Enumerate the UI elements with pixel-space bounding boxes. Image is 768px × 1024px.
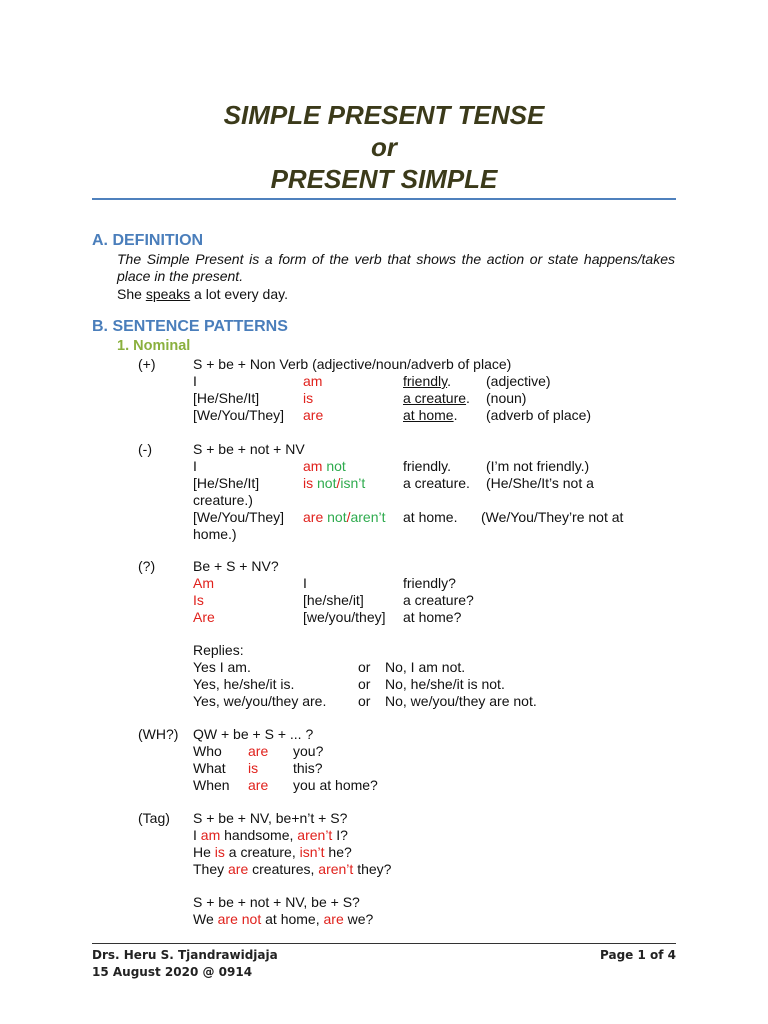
title-line-1: SIMPLE PRESENT TENSE — [223, 100, 545, 130]
neg-row2-note-cont: creature.) — [193, 492, 253, 508]
title-rule — [92, 198, 676, 200]
pos-row2-complement: a creature. — [403, 390, 470, 406]
negative-formula: S + be + not + NV — [193, 441, 305, 457]
q-row1-be: Am — [193, 575, 214, 591]
neg-row1-note: (I’m not friendly.) — [486, 458, 590, 474]
tag-line-3: They are creatures, aren’t they? — [193, 861, 392, 877]
pos-row2-be: is — [303, 390, 314, 406]
tag-formula-2: S + be + not + NV, be + S? — [193, 894, 360, 910]
neg-row3-subject: [We/You/They] — [193, 509, 285, 525]
footer-rule — [92, 943, 676, 944]
reply1-no: No, I am not. — [385, 659, 466, 675]
reply3-no: No, we/you/they are not. — [385, 693, 537, 709]
wh-row2-rest: this? — [293, 760, 323, 776]
pos-row3-note: (adverb of place) — [486, 407, 592, 423]
q-row3-subject: [we/you/they] — [303, 609, 386, 625]
pos-row1-subject: I — [193, 373, 197, 389]
q-row1-complement: friendly? — [403, 575, 456, 591]
pos-row1-complement: friendly. — [403, 373, 451, 389]
reply1-yes: Yes I am. — [193, 659, 251, 675]
question-formula: Be + S + NV? — [193, 558, 279, 574]
neg-row2-be: is not/isn’t — [303, 475, 366, 491]
negative-tag: (-) — [138, 441, 152, 457]
q-row2-complement: a creature? — [403, 592, 474, 608]
neg-row2-note: (He/She/It’s not a — [486, 475, 594, 491]
neg-row2-complement: a creature. — [403, 475, 470, 491]
section-a-heading: A. DEFINITION — [92, 232, 204, 249]
q-row2-be: Is — [193, 592, 204, 608]
pos-row2-subject: [He/She/It] — [193, 390, 260, 406]
pos-row3-subject: [We/You/They] — [193, 407, 285, 423]
reply3-or: or — [358, 693, 371, 709]
pos-row1-be: am — [303, 373, 323, 389]
pos-row1-note: (adjective) — [486, 373, 551, 389]
wh-row1-qw: Who — [193, 743, 222, 759]
wh-row1-be: are — [248, 743, 269, 759]
neg-row3-note-cont: home.) — [193, 526, 237, 542]
footer-page: Page 1 of 4 — [600, 948, 676, 962]
footer-date: 15 August 2020 @ 0914 — [92, 965, 253, 979]
reply2-no: No, he/she/it is not. — [385, 676, 505, 692]
wh-row3-be: are — [248, 777, 269, 793]
section-b-heading: B. SENTENCE PATTERNS — [92, 318, 288, 335]
definition-text: The Simple Present is a form of the verb that shows the action or state happens/takes place in the present. — [117, 251, 675, 284]
tag-line-4: We are not at home, are we? — [193, 911, 374, 927]
neg-row3-be: are not/aren’t — [303, 509, 386, 525]
wh-row1-rest: you? — [293, 743, 324, 759]
example-verb: speaks — [145, 286, 191, 302]
tag-tag: (Tag) — [138, 810, 170, 826]
q-row3-be: Are — [193, 609, 215, 625]
reply3-yes: Yes, we/you/they are. — [193, 693, 327, 709]
subsection-nominal: 1. Nominal — [117, 338, 191, 354]
positive-formula: S + be + Non Verb (adjective/noun/adverb of place) — [193, 356, 512, 372]
title-line-2: or — [371, 132, 397, 162]
example-pre: She — [117, 286, 146, 302]
example-post: a lot every day. — [190, 286, 288, 302]
pos-row3-be: are — [303, 407, 324, 423]
neg-row1-be: am not — [303, 458, 346, 474]
neg-row3-complement: at home. — [403, 509, 458, 525]
definition-example — [117, 286, 288, 302]
neg-row1-complement: friendly. — [403, 458, 451, 474]
pos-row2-note: (noun) — [486, 390, 527, 406]
question-tag: (?) — [138, 558, 156, 574]
footer-author: Drs. Heru S. Tjandrawidjaja — [92, 948, 278, 962]
wh-row3-rest: you at home? — [293, 777, 378, 793]
q-row2-subject: [he/she/it] — [303, 592, 364, 608]
tag-line-1: I am handsome, aren’t I? — [193, 827, 348, 843]
replies-label: Replies: — [193, 642, 244, 658]
q-row3-complement: at home? — [403, 609, 462, 625]
wh-tag: (WH?) — [138, 726, 179, 742]
reply2-or: or — [358, 676, 371, 692]
neg-row2-subject: [He/She/It] — [193, 475, 260, 491]
reply2-yes: Yes, he/she/it is. — [193, 676, 295, 692]
tag-line-2: He is a creature, isn’t he? — [193, 844, 352, 860]
pos-row3-complement: at home. — [403, 407, 458, 423]
reply1-or: or — [358, 659, 371, 675]
wh-row3-qw: When — [193, 777, 230, 793]
neg-row3-note: (We/You/They’re not at — [481, 509, 624, 525]
tag-formula-1: S + be + NV, be+n’t + S? — [193, 810, 348, 826]
q-row1-subject: I — [303, 575, 307, 591]
positive-tag: (+) — [138, 356, 156, 372]
title-line-3: PRESENT SIMPLE — [270, 164, 498, 194]
wh-formula: QW + be + S + ... ? — [193, 726, 314, 742]
wh-row2-be: is — [248, 760, 259, 776]
wh-row2-qw: What — [193, 760, 226, 776]
neg-row1-subject: I — [193, 458, 197, 474]
